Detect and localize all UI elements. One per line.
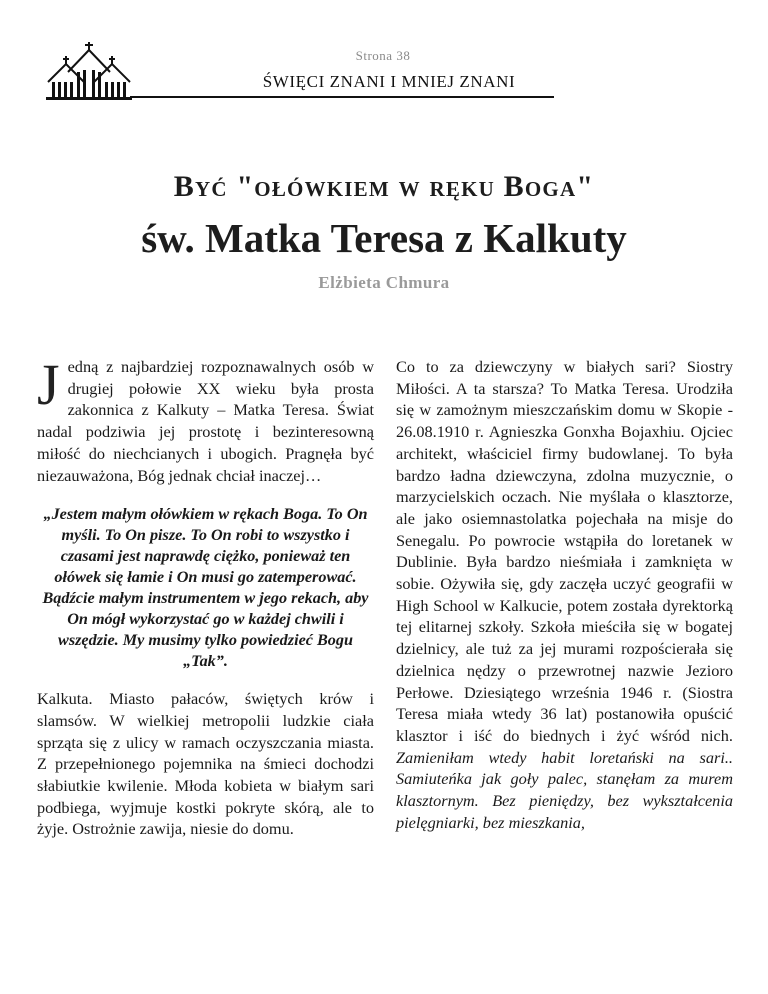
right-italic-quote: Zamieniłam wtedy habit loretański na sari.. Samiuteńka jak goły palec, stanęłam za murem klasztornym. Bez pieniędzy, bez wykształcenia pielęgniarki, bez mieszkania, — [396, 747, 733, 832]
intro-text: edną z najbardziej rozpoznawalnych osób w drugiej połowie XX wieku była prosta zakonnica z Kalkuty – Matka Teresa. Świat nadal podziwia jej prostotę i bezinteresowną miłość do niechcianych i ubogich. Pragnęła być niezauważona, Bóg jednak chciał inaczej… — [37, 357, 374, 485]
right-text: Co to za dziewczyny w białych sari? Siostry Miłości. A ta starsza? To Matka Teresa. Urodziła się w zamożnym mieszczańskim domu w Skopie - 26.08.1910 r. Agnieszka Gonxha Bojaxhiu. Ojciec architekt, właściciel firmy budowlanej. To była bardzo ładna dziewczyna, zdolna muzycznie, o marzycielskich oczach. Nie myślała o klasztorze, ale jako osiemnastolatka pojechała na misje do Senegalu. Po powrocie wstąpiła do loretanek w Dublinie. Była bardzo nieśmiała i zamknięta w sobie. Ożywiła się, gdy zaczęła uczyć geografii w High School w Kalkucie, potem została dyrektorką tej elitarnej szkoły. Szkoła mieściła się w bogatej dzielnicy, ale tuż za jej murami rozpościerała się dzielnica nędzy o przewrotnej nazwie Jezioro Perłowe. Dziesiątego września 1946 r. (Siostra Teresa miała wtedy 36 lat) postanowiła opuścić klasztor i iść do biednych i żyć wśród nich. — [396, 357, 733, 745]
left-column — [37, 352, 374, 840]
series-title: ŚWIĘCI ZNANI I MNIEJ ZNANI — [262, 72, 516, 91]
pull-quote: „Jestem małym ołówkiem w rękach Boga. To On myśli. To On pisze. To On robi to wszystko i czasami jest naprawdę ciężko, ponieważ ten ołówek się łamie i On musi go zatemperować. Bądźcie małym instrumentem w jego rekach, aby On mógł wykorzystać go w każdej chwili i wszędzie. My musimy tylko powiedzieć Bogu „Tak”. — [42, 505, 369, 671]
body-paragraph-right — [396, 356, 733, 833]
article-kicker: Być "ołówkiem w ręku Boga" — [173, 170, 595, 203]
right-column — [396, 356, 733, 833]
church-icon — [44, 42, 134, 100]
page-header — [0, 0, 768, 110]
article-title: św. Matka Teresa z Kalkuty — [141, 215, 627, 261]
body-paragraph-left: Kalkuta. Miasto pałaców, świętych krów i slamsów. W wielkiej metropolii ludzkie ciała sprząta się z ulicy w ramach oczyszczania miasta. Z przepełnionego pojemnika na śmieci dochodzi słabiutkie kwilenie. Młoda kobieta w białym sari podbiega, wyjmuje kostki pokryte skórą, ale to żyje. Ostrożnie zawija, niesie do domu. — [37, 689, 374, 839]
drop-cap: J — [37, 352, 60, 417]
header-rule — [130, 96, 554, 98]
intro-paragraph — [37, 352, 374, 486]
page-number: Strona 38 — [355, 48, 411, 63]
article-author: Elżbieta Chmura — [318, 273, 450, 292]
